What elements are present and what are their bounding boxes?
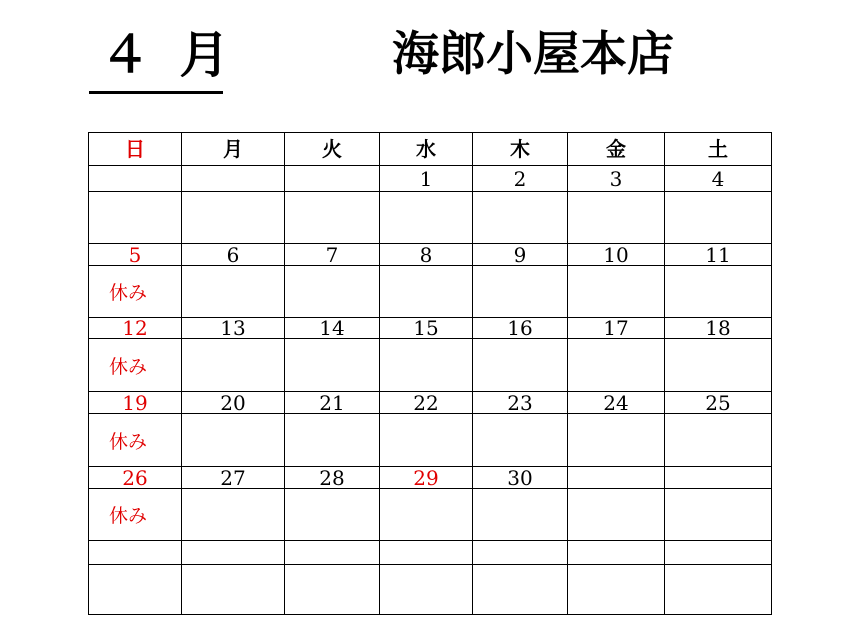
empty-cell: [380, 192, 473, 244]
empty-cell: [380, 266, 473, 318]
day-number: [285, 541, 380, 565]
week-note-row: [89, 414, 772, 467]
weekday-header: 火: [285, 133, 380, 166]
shop-name: 海郎小屋本店: [392, 27, 674, 82]
day-number: [285, 166, 380, 192]
empty-cell: [473, 192, 568, 244]
day-number: [665, 467, 772, 489]
month-title: ４ 月: [100, 26, 236, 84]
empty-cell: [665, 266, 772, 318]
empty-cell: [285, 489, 380, 541]
note-cell: [89, 266, 182, 318]
week-note-row: [89, 489, 772, 541]
empty-cell: [380, 414, 473, 467]
week-date-row: [89, 318, 772, 339]
day-number: [89, 166, 182, 192]
day-number: 25: [665, 392, 772, 414]
day-number: 14: [285, 318, 380, 339]
week-note-row: [89, 266, 772, 318]
day-number: 4: [665, 166, 772, 192]
week-date-row: [89, 392, 772, 414]
empty-cell: [568, 266, 665, 318]
day-number: 20: [182, 392, 285, 414]
day-number: 18: [665, 318, 772, 339]
empty-cell: [665, 414, 772, 467]
day-number: [568, 467, 665, 489]
empty-cell: [568, 192, 665, 244]
closed-note: 休み: [109, 505, 148, 527]
week-date-row: [89, 467, 772, 489]
day-number: 8: [380, 244, 473, 266]
empty-cell: [473, 565, 568, 615]
closed-note: 休み: [109, 282, 148, 304]
weekday-header-row: [89, 133, 772, 166]
week-note-row: [89, 565, 772, 615]
day-number: [182, 541, 285, 565]
day-number: [89, 541, 182, 565]
month-underline: [89, 91, 223, 94]
empty-cell: [182, 414, 285, 467]
day-number: 21: [285, 392, 380, 414]
week-note-row: [89, 192, 772, 244]
day-number: 28: [285, 467, 380, 489]
empty-cell: [665, 565, 772, 615]
day-number: [380, 541, 473, 565]
empty-cell: [182, 339, 285, 392]
empty-cell: [665, 489, 772, 541]
day-number: 13: [182, 318, 285, 339]
weekday-header: 土: [665, 133, 772, 166]
empty-cell: [568, 414, 665, 467]
empty-cell: [182, 192, 285, 244]
day-number: 15: [380, 318, 473, 339]
empty-cell: [182, 565, 285, 615]
empty-cell: [380, 565, 473, 615]
weekday-header: 木: [473, 133, 568, 166]
week-date-row: [89, 166, 772, 192]
day-number: 5: [89, 244, 182, 266]
empty-cell: [473, 489, 568, 541]
day-number: 2: [473, 166, 568, 192]
empty-cell: [568, 339, 665, 392]
day-number: 30: [473, 467, 568, 489]
empty-cell: [665, 339, 772, 392]
week-note-row: [89, 339, 772, 392]
note-cell: [89, 414, 182, 467]
empty-cell: [285, 192, 380, 244]
week-date-row: [89, 244, 772, 266]
note-cell: [89, 192, 182, 244]
empty-cell: [285, 266, 380, 318]
empty-cell: [473, 414, 568, 467]
empty-cell: [568, 489, 665, 541]
day-number: 9: [473, 244, 568, 266]
weekday-header: 金: [568, 133, 665, 166]
weekday-header: 月: [182, 133, 285, 166]
empty-cell: [380, 339, 473, 392]
day-number: 10: [568, 244, 665, 266]
empty-cell: [285, 414, 380, 467]
day-number: 26: [89, 467, 182, 489]
day-number: 12: [89, 318, 182, 339]
day-number: [473, 541, 568, 565]
day-number: [568, 541, 665, 565]
closed-note: 休み: [109, 430, 148, 453]
day-number: 17: [568, 318, 665, 339]
note-cell: [89, 489, 182, 541]
day-number: 6: [182, 244, 285, 266]
empty-cell: [182, 266, 285, 318]
day-number: 22: [380, 392, 473, 414]
calendar-table: [88, 132, 772, 615]
weekday-header: 水: [380, 133, 473, 166]
day-number: 23: [473, 392, 568, 414]
closed-note: 休み: [109, 355, 148, 378]
note-cell: [89, 565, 182, 615]
empty-cell: [285, 565, 380, 615]
week-date-row: [89, 541, 772, 565]
day-number: 29: [380, 467, 473, 489]
day-number: 24: [568, 392, 665, 414]
day-number: 16: [473, 318, 568, 339]
day-number: 7: [285, 244, 380, 266]
weekday-header: 日: [89, 133, 182, 166]
day-number: 11: [665, 244, 772, 266]
day-number: [665, 541, 772, 565]
day-number: [182, 166, 285, 192]
day-number: 27: [182, 467, 285, 489]
empty-cell: [285, 339, 380, 392]
empty-cell: [473, 339, 568, 392]
day-number: 3: [568, 166, 665, 192]
empty-cell: [568, 565, 665, 615]
empty-cell: [665, 192, 772, 244]
note-cell: [89, 339, 182, 392]
empty-cell: [182, 489, 285, 541]
empty-cell: [380, 489, 473, 541]
day-number: 1: [380, 166, 473, 192]
day-number: 19: [89, 392, 182, 414]
empty-cell: [473, 266, 568, 318]
